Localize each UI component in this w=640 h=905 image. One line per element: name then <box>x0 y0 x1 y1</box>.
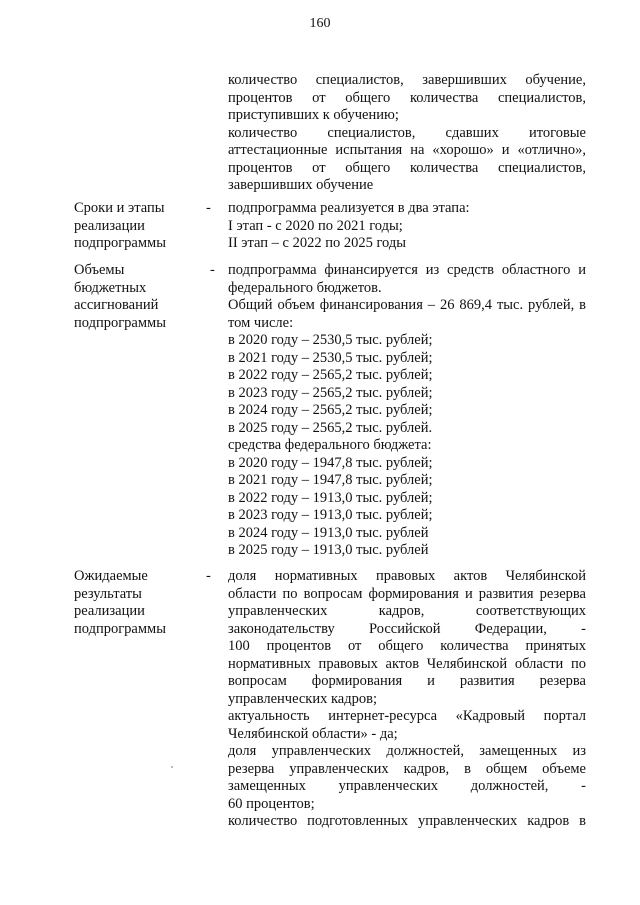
section-dash: - <box>206 200 211 216</box>
text-line: в 2022 году – 2565,2 тыс. рублей; <box>228 367 433 383</box>
text-line: в 2024 году – 2565,2 тыс. рублей; <box>228 402 433 418</box>
text-line: управленческих кадров, соответствующих <box>228 603 586 619</box>
text-line: управленческих кадров; <box>228 690 378 707</box>
text-line: доля нормативных правовых актов Челябинской <box>228 568 586 584</box>
text-line: средства федерального бюджета: <box>228 437 432 453</box>
section-label: Сроки и этапы реализации подпрограммы <box>74 200 166 251</box>
text-line: доля управленческих должностей, замещенных из <box>228 743 586 759</box>
text-line: вопросам формирования и развития резерва <box>228 673 586 689</box>
text-line: процентов от общего количества специалистов, <box>228 159 586 176</box>
text-line: II этап – с 2022 по 2025 годы <box>228 235 407 251</box>
section-label: Ожидаемые результаты реализации подпрограммы <box>74 568 166 637</box>
text-line: 60 процентов; <box>228 795 315 812</box>
text-line: в 2025 году – 2565,2 тыс. рублей. <box>228 419 433 436</box>
text-line: I этап - с 2020 по 2021 годы; <box>228 217 403 234</box>
text-line: в 2022 году – 1913,0 тыс. рублей; <box>228 489 433 506</box>
text-line: количество специалистов, сдавших итоговые <box>228 124 586 141</box>
text-line: законодательству Российской Федерации, - <box>228 620 586 637</box>
section-content <box>228 200 586 253</box>
text-line: завершивших обучение <box>228 177 374 193</box>
section-content <box>228 262 586 560</box>
text-line: в 2023 году – 2565,2 тыс. рублей; <box>228 384 433 401</box>
text-line: в 2021 году – 1947,8 тыс. рублей; <box>228 472 433 488</box>
section-content <box>228 568 586 831</box>
section-dash: - <box>206 568 211 584</box>
text-line: подпрограмма реализуется в два этапа: <box>228 200 470 216</box>
text-line: федерального бюджетов. <box>228 279 382 296</box>
text-line: в 2020 году – 1947,8 тыс. рублей; <box>228 454 433 471</box>
text-line: Челябинской области» - да; <box>228 725 398 742</box>
text-line: 100 процентов от общего количества принятых <box>228 638 586 654</box>
text-line: резерва управленческих кадров, в общем объеме <box>228 760 586 777</box>
text-line: процентов от общего количества специалистов, <box>228 89 586 106</box>
text-line: аттестационные испытания на «хорошо» и «отлично», <box>228 142 586 158</box>
text-line: в 2021 году – 2530,5 тыс. рублей; <box>228 349 433 366</box>
text-line: подпрограмма финансируется из средств областного и <box>228 262 586 278</box>
text-line: приступивших к обучению; <box>228 107 399 123</box>
text-line: Общий объем финансирования – 26 869,4 тыс. рублей, в <box>228 297 586 313</box>
text-line: в 2024 году – 1913,0 тыс. рублей <box>228 524 429 541</box>
text-line: нормативных правовых актов Челябинской области по <box>228 655 586 672</box>
text-line: области по вопросам формирования и развития резерва <box>228 585 586 602</box>
text-line: в 2025 году – 1913,0 тыс. рублей <box>228 542 429 558</box>
text-line: количество специалистов, завершивших обучение, <box>228 72 586 88</box>
intro-text <box>228 72 586 195</box>
text-line: в 2020 году – 2530,5 тыс. рублей; <box>228 332 433 348</box>
scan-speck <box>171 766 173 768</box>
text-line: замещенных управленческих должностей, - <box>228 778 586 794</box>
text-line: актуальность интернет-ресурса «Кадровый портал <box>228 708 586 724</box>
page-number: 160 <box>309 16 331 31</box>
section-label: Объемы бюджетных ассигнований подпрограммы <box>74 262 166 331</box>
text-line: в 2023 году – 1913,0 тыс. рублей; <box>228 507 433 523</box>
section-dash: - <box>210 262 215 278</box>
text-line: количество подготовленных управленческих кадров в <box>228 813 586 829</box>
text-line: том числе: <box>228 314 294 331</box>
